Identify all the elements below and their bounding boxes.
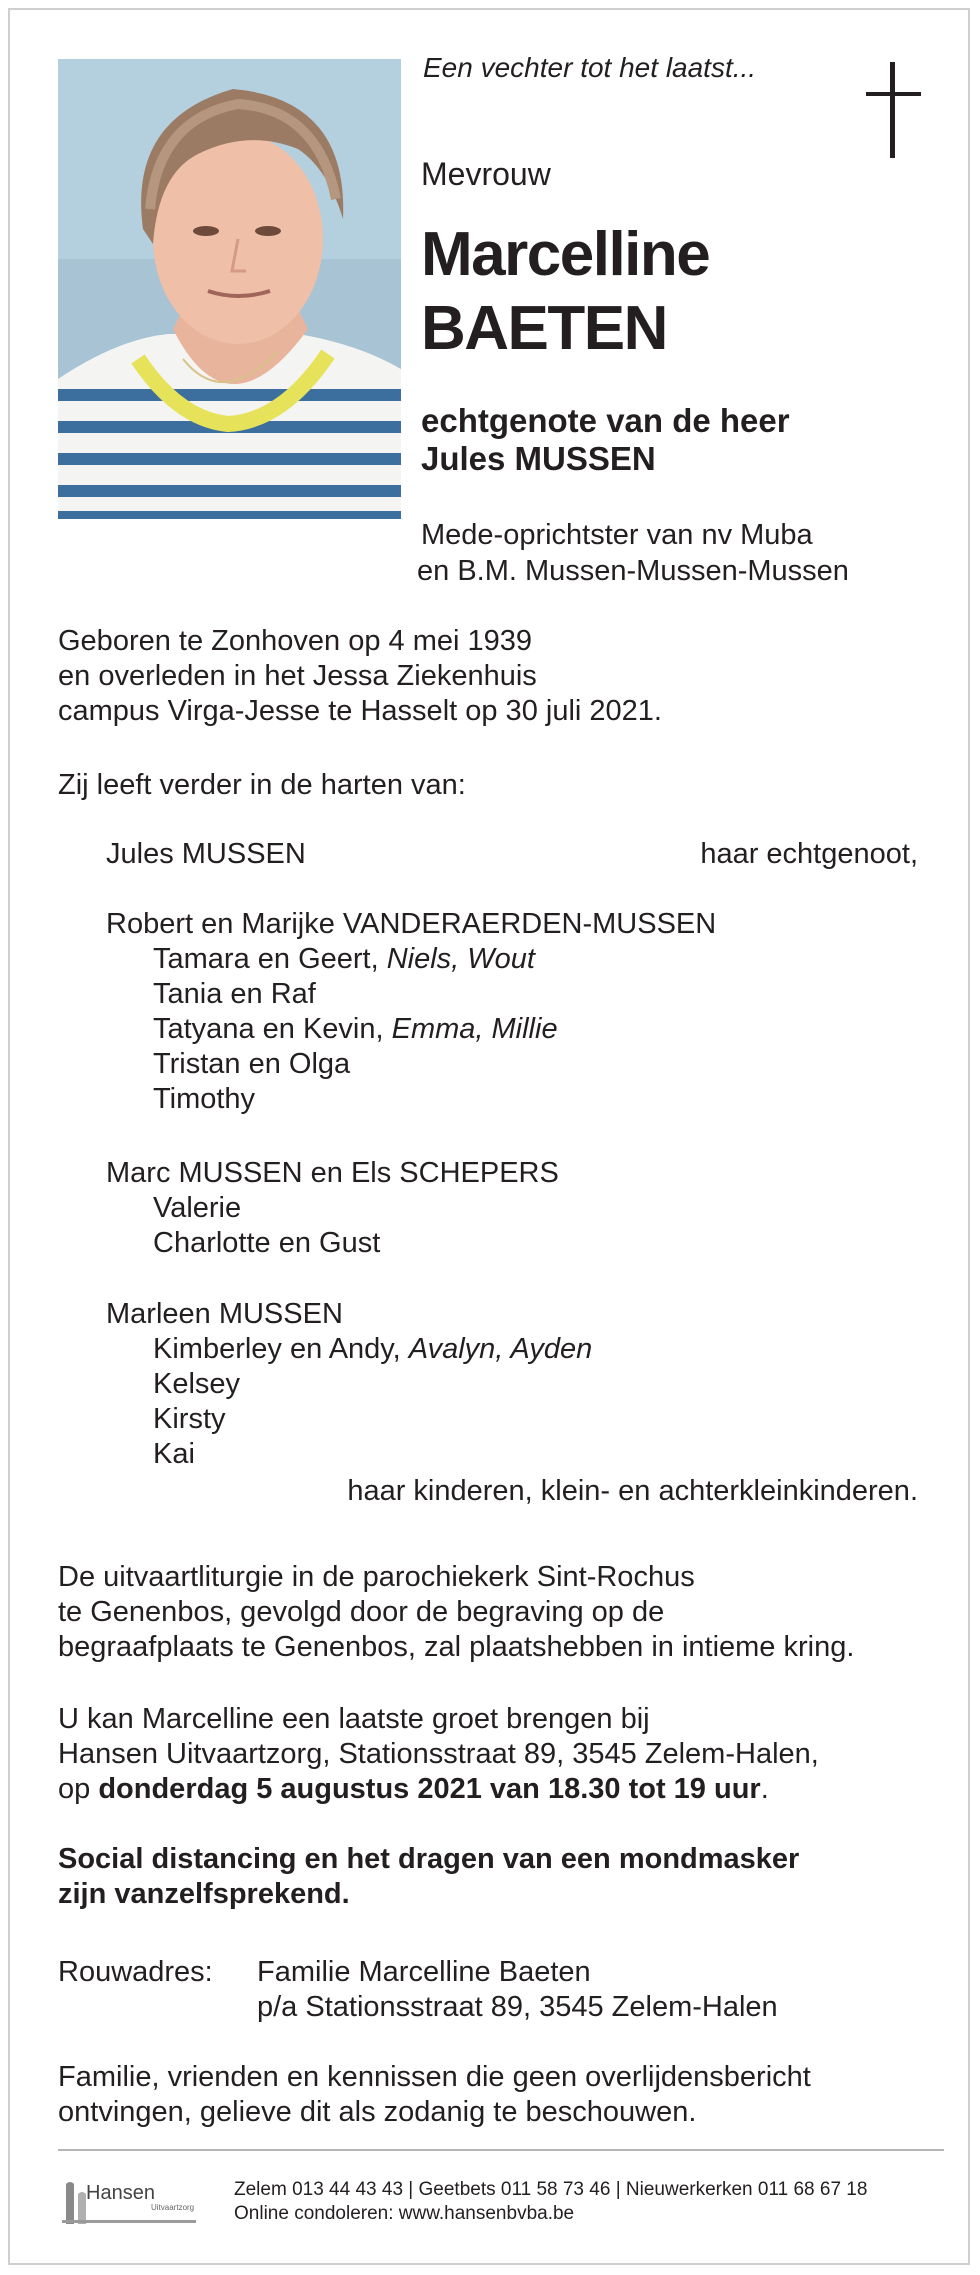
birth-line-2: en overleden in het Jessa Ziekenhuis: [58, 660, 537, 692]
survivors-intro: Zij leeft verder in de harten van:: [58, 769, 466, 801]
family-group: [106, 1156, 559, 1261]
family-member: Timothy: [153, 1083, 256, 1115]
footer-divider: [58, 2149, 944, 2151]
address-label: Rouwadres:: [58, 1956, 213, 1988]
family-member: Tatyana en Kevin, Emma, Millie: [153, 1013, 558, 1045]
online-condolences-link[interactable]: Online condoleren: www.hansenbvba.be: [234, 2203, 575, 2224]
birth-death-info: [58, 624, 662, 729]
visit-line-2: Hansen Uitvaartzorg, Stationsstraat 89, 3545 Zelem-Halen,: [58, 1738, 819, 1770]
family-member: Kirsty: [153, 1403, 226, 1435]
family-member: Kimberley en Andy, Avalyn, Ayden: [153, 1333, 593, 1365]
family-group: [106, 1297, 592, 1472]
deceased-name: [421, 218, 709, 366]
cross-icon-bar: [866, 92, 921, 96]
first-name: Marcelline: [421, 220, 710, 289]
visit-line-3: op donderdag 5 augustus 2021 van 18.30 tot 19 uur.: [58, 1773, 769, 1805]
address-line-2: p/a Stationsstraat 89, 3545 Zelem-Halen: [257, 1991, 778, 2023]
closing-line-1: Familie, vrienden en kennissen die geen overlijdensbericht: [58, 2061, 811, 2093]
spouse-info: [421, 402, 790, 478]
role-info: [417, 517, 849, 589]
family-member: Kai: [153, 1438, 195, 1470]
footer-contacts: [234, 2178, 867, 2226]
portrait-photo: [58, 59, 401, 519]
portrait-illustration: [58, 59, 401, 519]
husband-relation: haar echtgenoot,: [700, 838, 918, 870]
funeral-line-1: De uitvaartliturgie in de parochiekerk Sint-Rochus: [58, 1561, 695, 1593]
covid-notice: [58, 1842, 799, 1912]
family-member: Kelsey: [153, 1368, 241, 1400]
last-name: BAETEN: [421, 294, 667, 363]
closing-line-2: ontvingen, gelieve dit als zodanig te beschouwen.: [58, 2096, 697, 2128]
family-member: Charlotte en Gust: [153, 1227, 381, 1259]
birth-line-1: Geboren te Zonhoven op 4 mei 1939: [58, 625, 532, 657]
visitation-info: [58, 1702, 819, 1807]
husband-name: Jules MUSSEN: [106, 838, 306, 870]
family-head: Robert en Marijke VANDERAERDEN-MUSSEN: [106, 908, 717, 940]
family-group: [106, 907, 716, 1117]
birth-line-3: campus Virga-Jesse te Hasselt op 30 juli 2021.: [58, 695, 662, 727]
motto: Een vechter tot het laatst...: [423, 52, 757, 83]
family-member: Tamara en Geert, Niels, Wout: [153, 943, 535, 975]
funeral-info: [58, 1560, 854, 1665]
family-member: Valerie: [153, 1192, 242, 1224]
contact-numbers: Zelem 013 44 43 43 | Geetbets 011 58 73 46 | Nieuwerkerken 011 68 67 18: [234, 2179, 868, 2200]
role-line-1: Mede-oprichtster van nv Muba: [421, 519, 813, 551]
children-caption: haar kinderen, klein- en achterkleinkinderen.: [347, 1475, 918, 1507]
honorific: Mevrouw: [421, 156, 551, 192]
visit-line-1: U kan Marcelline een laatste groet brengen bij: [58, 1703, 650, 1735]
logo-subtitle: Uitvaartzorg: [151, 2203, 195, 2212]
logo-name: Hansen: [86, 2182, 155, 2204]
mourning-address: [257, 1955, 778, 2025]
notice-line-2: zijn vanzelfsprekend.: [58, 1878, 350, 1910]
family-head: Marc MUSSEN en Els SCHEPERS: [106, 1157, 559, 1189]
spouse-line-2: Jules MUSSEN: [421, 440, 656, 477]
cross-icon: [890, 62, 895, 158]
notice-line-1: Social distancing en het dragen van een mondmasker: [58, 1843, 800, 1875]
spouse-line-1: echtgenote van de heer: [421, 402, 790, 439]
visit-date-time: donderdag 5 augustus 2021 van 18.30 tot 19 uur: [98, 1773, 761, 1805]
family-head: Marleen MUSSEN: [106, 1298, 343, 1330]
family-member: Tristan en Olga: [153, 1048, 351, 1080]
funeral-line-3: begraafplaats te Genenbos, zal plaatshebben in intieme kring.: [58, 1631, 855, 1663]
role-line-2: en B.M. Mussen-Mussen-Mussen: [417, 555, 849, 587]
closing-note: [58, 2060, 811, 2130]
funeral-line-2: te Genenbos, gevolgd door de begraving op de: [58, 1596, 665, 1628]
family-member: Tania en Raf: [153, 978, 316, 1010]
address-line-1: Familie Marcelline Baeten: [257, 1956, 591, 1988]
